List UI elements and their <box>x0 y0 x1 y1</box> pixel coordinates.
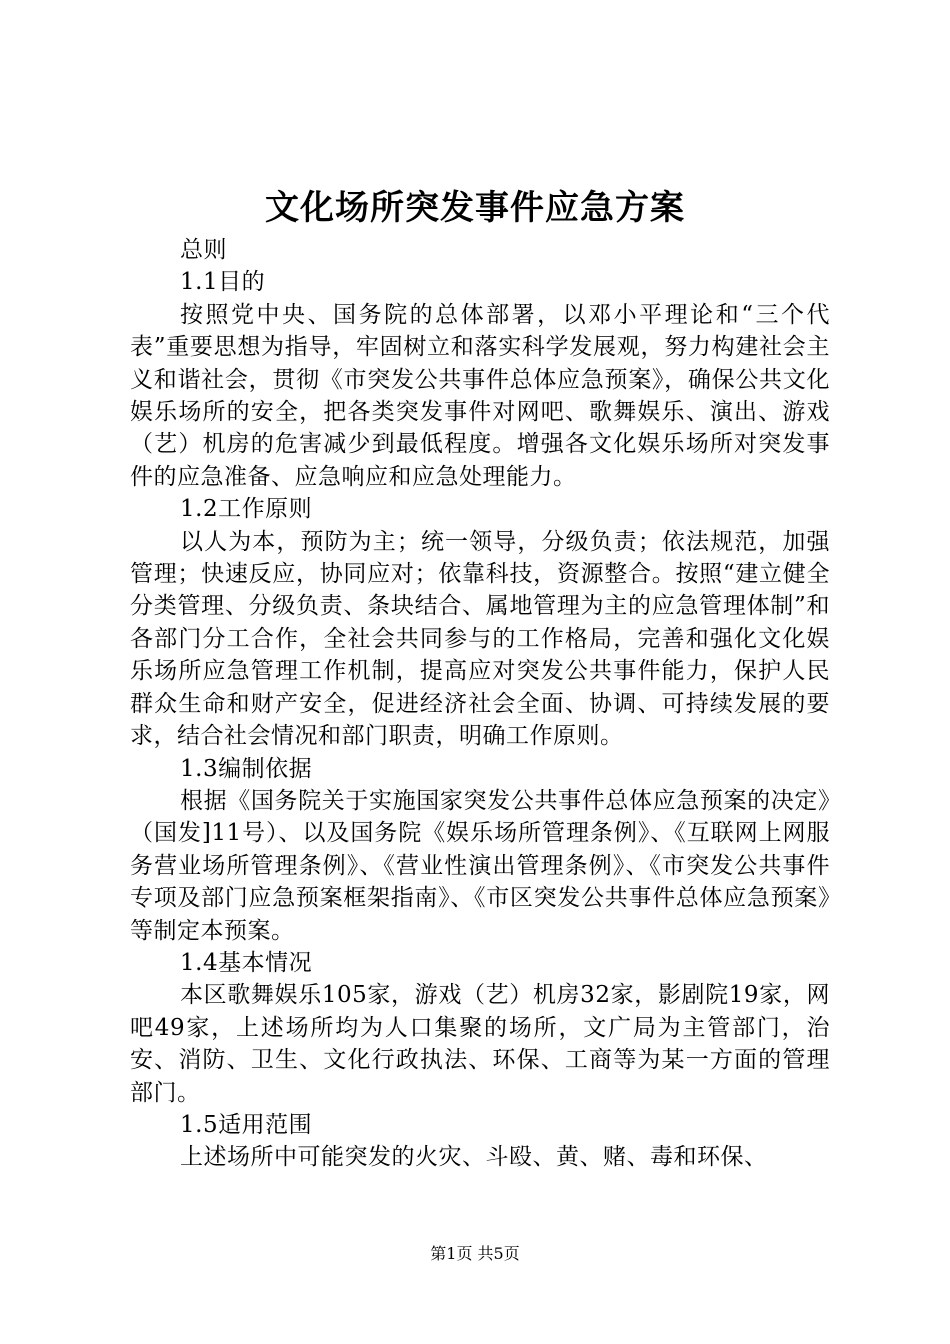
section-heading-purpose: 1.1目的 <box>180 269 266 296</box>
paragraph-situation: 本区歌舞娱乐105家，游戏（艺）机房32家，影剧院19家，网吧49家，上述场所均为人口集聚的场所，文广局为主管部门，治安、消防、卫生、文化行政执法、环保、工商等为某一方面的管理部门。 <box>130 982 830 1106</box>
section-heading-basis: 1.3编制依据 <box>180 755 313 782</box>
section-heading-situation: 1.4基本情况 <box>180 949 313 976</box>
paragraph-principles: 以人为本，预防为主；统一领导，分级负责；依法规范，加强管理；快速反应，协同应对；依靠科技，资源整合。按照“建立健全分类管理、分级负责、条块结合、属地管理为主的应急管理体制”和各部门分工合作，全社会共同参与的工作格局，完善和强化文化娱乐场所应急管理工作机制，提高应对突发公共事件能力，保护人民群众生命和财产安全，促进经济社会全面、协调、可持续发展的要求，结合社会情况和部门职责，明确工作原则。 <box>130 528 830 750</box>
document-title: 文化场所突发事件应急方案 <box>265 188 685 228</box>
paragraph-basis: 根据《国务院关于实施国家突发公共事件总体应急预案的决定》（国发]11号）、以及国务院《娱乐场所管理条例》、《互联网上网服务营业场所管理条例》、《营业性演出管理条例》、《市突发公共事件专项及部门应急预案框架指南》、《市区突发公共事件总体应急预案》等制定本预案。 <box>130 787 830 944</box>
paragraph-purpose: 按照党中央、国务院的总体部署，以邓小平理论和“三个代表”重要思想为指导，牢固树立和落实科学发展观，努力构建社会主义和谐社会，贯彻《市突发公共事件总体应急预案》，确保公共文化娱乐场所的安全，把各类突发事件对网吧、歌舞娱乐、演出、游戏（艺）机房的危害减少到最低程度。增强各文化娱乐场所对突发事件的应急准备、应急响应和应急处理能力。 <box>130 301 830 490</box>
document-body <box>130 234 830 1174</box>
section-heading-principles: 1.2工作原则 <box>180 496 313 523</box>
paragraph-scope: 上述场所中可能突发的火灾、斗殴、黄、赌、毒和环保、 <box>180 1144 768 1171</box>
section-heading-general: 总则 <box>180 237 227 263</box>
section-heading-scope: 1.5适用范围 <box>180 1111 313 1138</box>
page-number-footer: 第1页 共5页 <box>430 1244 520 1263</box>
